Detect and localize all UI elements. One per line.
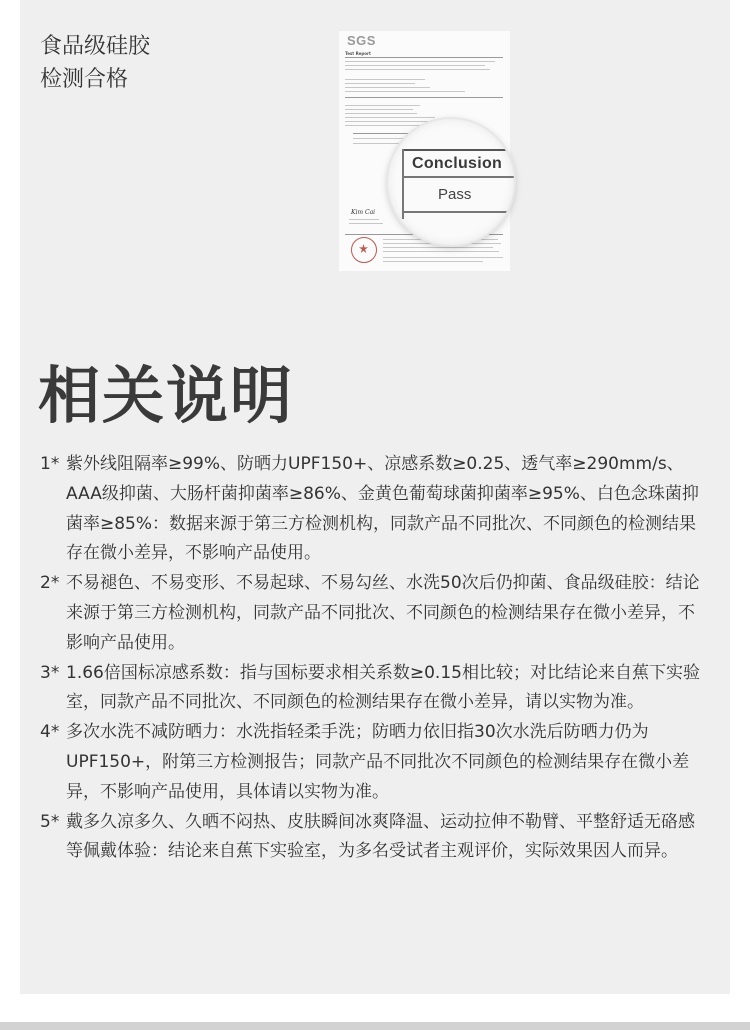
report-text-line bbox=[345, 105, 420, 106]
magnified-conclusion-label: Conclusion bbox=[412, 155, 503, 172]
note-number: 4* bbox=[40, 722, 60, 743]
report-title: Test Report bbox=[345, 51, 371, 56]
report-rule bbox=[345, 97, 503, 98]
report-text-line bbox=[345, 61, 495, 62]
caption-line-1: 食品级硅胶 bbox=[40, 34, 151, 59]
sgs-logo: SGS bbox=[347, 33, 376, 48]
note-item bbox=[40, 659, 710, 719]
report-text-line bbox=[345, 109, 413, 110]
report-text-line bbox=[349, 223, 383, 224]
report-text-line bbox=[345, 91, 465, 92]
note-number: 1* bbox=[40, 454, 60, 474]
report-fine-print bbox=[383, 261, 483, 262]
note-item bbox=[40, 808, 710, 868]
report-text-line bbox=[345, 65, 485, 66]
section-heading: 相关说明 bbox=[38, 359, 295, 432]
report-text-line bbox=[345, 69, 490, 70]
certification-caption bbox=[40, 30, 150, 96]
report-text-line bbox=[345, 121, 430, 122]
report-text-line bbox=[345, 117, 435, 118]
report-rule bbox=[345, 57, 503, 58]
caption-line-2: 检测合格 bbox=[40, 67, 129, 92]
note-item bbox=[40, 450, 710, 569]
signature: Kim Cai bbox=[351, 209, 376, 216]
magnified-pass-result: Pass bbox=[438, 186, 472, 203]
note-text: 戴多久凉多久、久晒不闷热、皮肤瞬间冰爽降温、运动拉伸不勒臂、平整舒适无硌感等佩戴体验：结论来自蕉下实验室，为多名受试者主观评价，实际效果因人而异。 bbox=[66, 811, 695, 862]
report-text-line bbox=[345, 113, 417, 114]
report-fine-print bbox=[383, 257, 503, 258]
magnified-table-rule bbox=[402, 176, 514, 178]
note-number: 2* bbox=[40, 573, 60, 594]
magnified-table-rule bbox=[402, 149, 514, 151]
report-text-line bbox=[345, 87, 430, 88]
sgs-seal-stamp bbox=[351, 237, 377, 263]
report-text-line bbox=[349, 219, 379, 220]
note-number: 3* bbox=[40, 662, 60, 683]
note-item bbox=[40, 569, 710, 658]
report-text-line bbox=[345, 83, 415, 84]
note-text: 紫外线阻隔率≥99%、防晒力UPF150+、凉感系数≥0.25、透气率≥290mm/s、AAA级抑菌、大肠杆菌抑菌率≥86%、金黄色葡萄球菌抑菌率≥95%、白色念珠菌抑菌率≥85%：数据来源于第三方检测机构，同款产品不同批次、不同颜色的检测结果存在微小差异，不影响产品使用。 bbox=[66, 454, 699, 564]
report-fine-print bbox=[383, 247, 493, 248]
magnified-table-rule bbox=[402, 149, 404, 219]
magnifier-lens bbox=[388, 119, 514, 245]
report-text-line bbox=[345, 79, 425, 80]
note-text: 不易褪色、不易变形、不易起球、不易勾丝、水洗50次后仍抑菌、食品级硅胶：结论来源于第三方检测机构，同款产品不同批次、不同颜色的检测结果存在微小差异，不影响产品使用。 bbox=[66, 573, 700, 653]
note-text: 1.66倍国标凉感系数：指与国标要求相关系数≥0.15相比较；对比结论来自蕉下实验室，同款产品不同批次、不同颜色的检测结果存在微小差异，请以实物为准。 bbox=[66, 662, 700, 713]
note-item bbox=[40, 718, 710, 807]
notes-list bbox=[40, 450, 710, 867]
note-number: 5* bbox=[40, 811, 60, 832]
report-text-line bbox=[345, 125, 425, 126]
note-text: 多次水洗不减防晒力：水洗指轻柔手洗；防晒力依旧指30次水洗后防晒力仍为UPF150+，附第三方检测报告；同款产品不同批次不同颜色的检测结果存在微小差异，不影响产品使用，具体请以实物为准。 bbox=[66, 722, 690, 802]
bottom-divider bbox=[0, 1022, 750, 1030]
magnified-table-rule bbox=[402, 211, 514, 213]
report-fine-print bbox=[383, 251, 499, 252]
